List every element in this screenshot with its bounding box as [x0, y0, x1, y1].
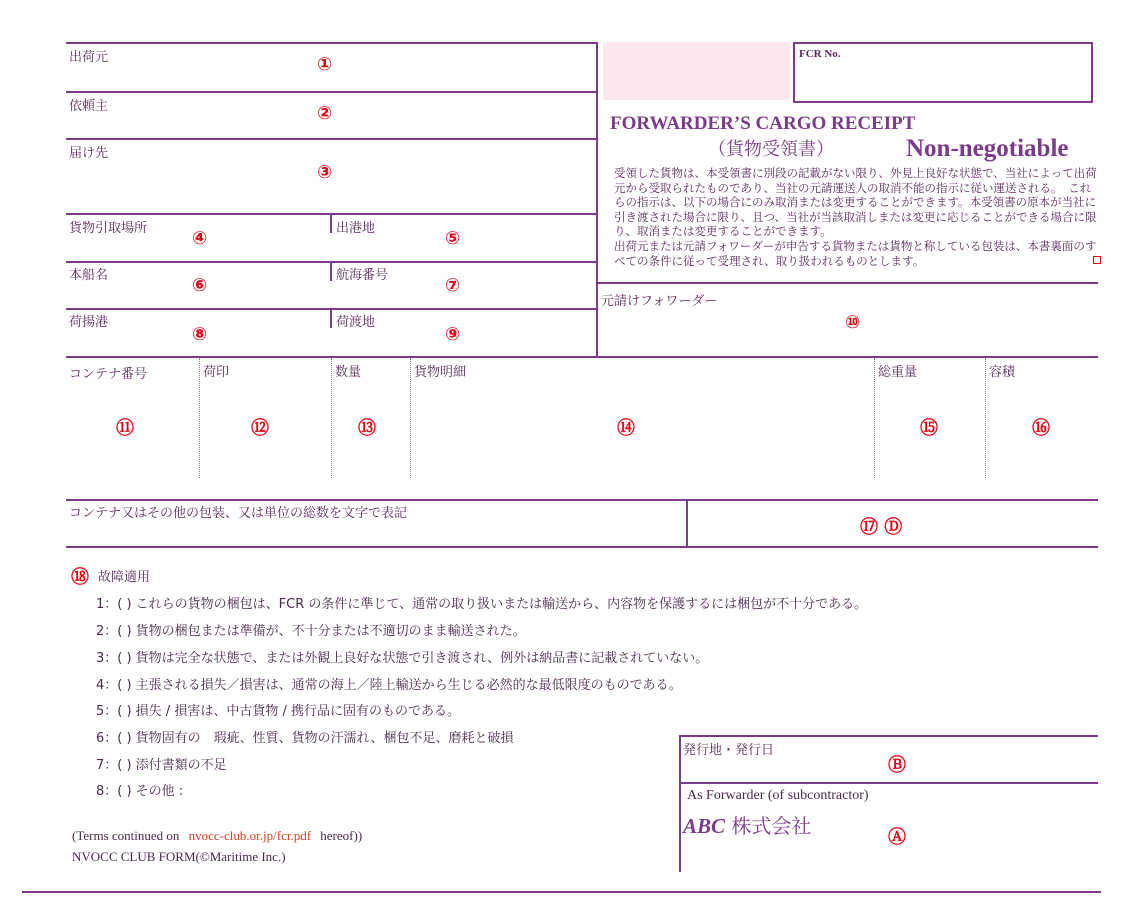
discharge-port-number: ⑧ [192, 324, 208, 345]
container-number-label: コンテナ番号 [69, 367, 148, 382]
consignor-number: ② [317, 103, 333, 124]
departure-port-label: 出港地 [336, 221, 376, 236]
cell-divider [330, 263, 332, 281]
row-divider [66, 546, 1098, 548]
marks-number: ⑫ [251, 418, 269, 439]
clause-item: 4：( ) 主張される損失／損害は、通常の海上／陸上輸送から生じる必然的な最低限度のものである。 [96, 678, 682, 693]
receipt-place-number: ④ [192, 228, 208, 249]
discharge-port-label: 荷揚港 [69, 315, 109, 330]
cargo-table-top-border [66, 356, 1098, 358]
clause-item: 7：( ) 添付書類の不足 [96, 758, 227, 773]
gross-weight-label: 総重量 [878, 365, 918, 380]
cell-divider [330, 310, 332, 328]
consignee-label: 届け先 [69, 146, 109, 161]
shipper-label: 出荷元 [69, 50, 109, 65]
terms-paragraph [614, 166, 1097, 268]
cell-divider [686, 501, 688, 547]
bottom-border [22, 891, 1101, 893]
prime-forwarder-number: ⑩ [845, 312, 861, 333]
voyage-number: ⑦ [445, 275, 461, 296]
measurement-number: ⑯ [1032, 418, 1050, 439]
column-divider [331, 358, 332, 478]
top-border [66, 42, 597, 44]
fcr-number-box [793, 42, 1093, 103]
delivery-place-number: ⑨ [445, 324, 461, 345]
vessel-number: ⑥ [192, 275, 208, 296]
clause-item: 6：( ) 貨物固有の 瑕疵、性質、貨物の汗濡れ、梱包不足、磨耗と破損 [96, 731, 514, 746]
row-divider [598, 282, 1098, 284]
column-divider [410, 358, 411, 478]
container-number-number: ⑪ [116, 418, 134, 439]
terms-link[interactable]: nvocc-club.or.jp/fcr.pdf [188, 828, 312, 843]
consignor-label: 依頼主 [69, 99, 109, 114]
terms-continued [72, 828, 362, 844]
cell-divider [330, 215, 332, 233]
form-title: FORWARDER’S CARGO RECEIPT [610, 113, 916, 134]
company-abc: ABC [683, 814, 726, 838]
signature-caption: As Forwarder (of subcontractor) [687, 788, 869, 803]
column-divider [199, 358, 200, 478]
clause-item: 5：( ) 損失 / 損害は、中古貨物 / 携行品に固有のものである。 [96, 704, 460, 719]
total-packages-number: ⑰ Ⓓ [860, 517, 903, 538]
terms-continued-prefix: (Terms continued on [72, 828, 180, 843]
measurement-label: 容積 [989, 365, 1016, 380]
departure-port-number: ⑤ [445, 228, 461, 249]
clause-item: 2：( ) 貨物の梱包または準備が、不十分または不適切のまま輸送された。 [96, 624, 526, 639]
quantity-label: 数量 [335, 365, 362, 380]
terms-continued-suffix: hereof)) [320, 828, 363, 843]
signature-number: Ⓐ [888, 827, 906, 848]
clauses-number: ⑱ [71, 567, 89, 588]
voyage-label: 航海番号 [336, 268, 389, 283]
issue-number: Ⓑ [888, 755, 906, 776]
company-name [683, 810, 811, 839]
row-divider [679, 782, 1098, 784]
overflow-marker-icon [1093, 256, 1101, 264]
issue-box-top-border [679, 735, 1098, 737]
non-negotiable-label: Non-negotiable [906, 135, 1069, 162]
column-divider [985, 358, 986, 478]
description-number: ⑭ [617, 418, 635, 439]
issue-place-date-label: 発行地・発行日 [683, 743, 775, 758]
consignee-number: ③ [317, 162, 333, 183]
row-divider [66, 91, 597, 93]
delivery-place-label: 荷渡地 [336, 315, 376, 330]
column-divider [874, 358, 875, 478]
fcr-number-label: FCR No. [799, 48, 841, 60]
clause-item: 1：( ) これらの貨物の梱包は、FCR の条件に準じて、通常の取り扱いまたは輸送から、内容物を保護するには梱包が不十分である。 [96, 597, 868, 612]
row-divider [66, 138, 597, 140]
vessel-label: 本船名 [69, 268, 109, 283]
clause-item: 8：( ) その他 : [96, 784, 184, 799]
row-divider [66, 499, 1098, 501]
pink-stamp-area [603, 42, 790, 100]
receipt-place-label: 貨物引取場所 [69, 221, 148, 236]
clauses-title: 故障適用 [98, 570, 151, 585]
prime-forwarder-label: 元請けフォワーダー [601, 294, 718, 309]
quantity-number: ⑬ [358, 418, 376, 439]
form-copyright: NVOCC CLUB FORM(©Maritime Inc.) [72, 849, 286, 864]
description-label: 貨物明細 [414, 365, 467, 380]
terms-text-2: 出荷元または元請フォワーダーが申告する貨物または貨物と称している包装は、本書裏面のすべての条件に従って受理され、取り扱われるものとします。 [614, 238, 1097, 268]
issue-box-left-border [679, 735, 681, 872]
terms-text-1: 受領した貨物は、本受領書に別段の記載がない限り、外見上良好な状態で、当社によって出荷元から受取られたものであり、当社の元請運送人の取消不能の指示に従い運送される。 これらの指示は、以下の場合にのみ取消または変更することができます。本受領書の原本が当社に引き渡された場合に限り、且つ、当社が当該取消しまたは変更に応じることができる場合に限り、取消または変更することができます。 [614, 166, 1097, 239]
clause-item: 3：( ) 貨物は完全な状態で、または外観上良好な状態で引き渡され、例外は納品書に記載されていない。 [96, 651, 709, 666]
gross-weight-number: ⑮ [920, 418, 938, 439]
company-suffix: 株式会社 [725, 814, 812, 838]
form-subtitle: （貨物受領書） [708, 139, 834, 160]
total-packages-label: コンテナ又はその他の包装、又は単位の総数を文字で表記 [69, 506, 408, 521]
shipper-number: ① [317, 54, 333, 75]
marks-label: 荷印 [203, 365, 230, 380]
